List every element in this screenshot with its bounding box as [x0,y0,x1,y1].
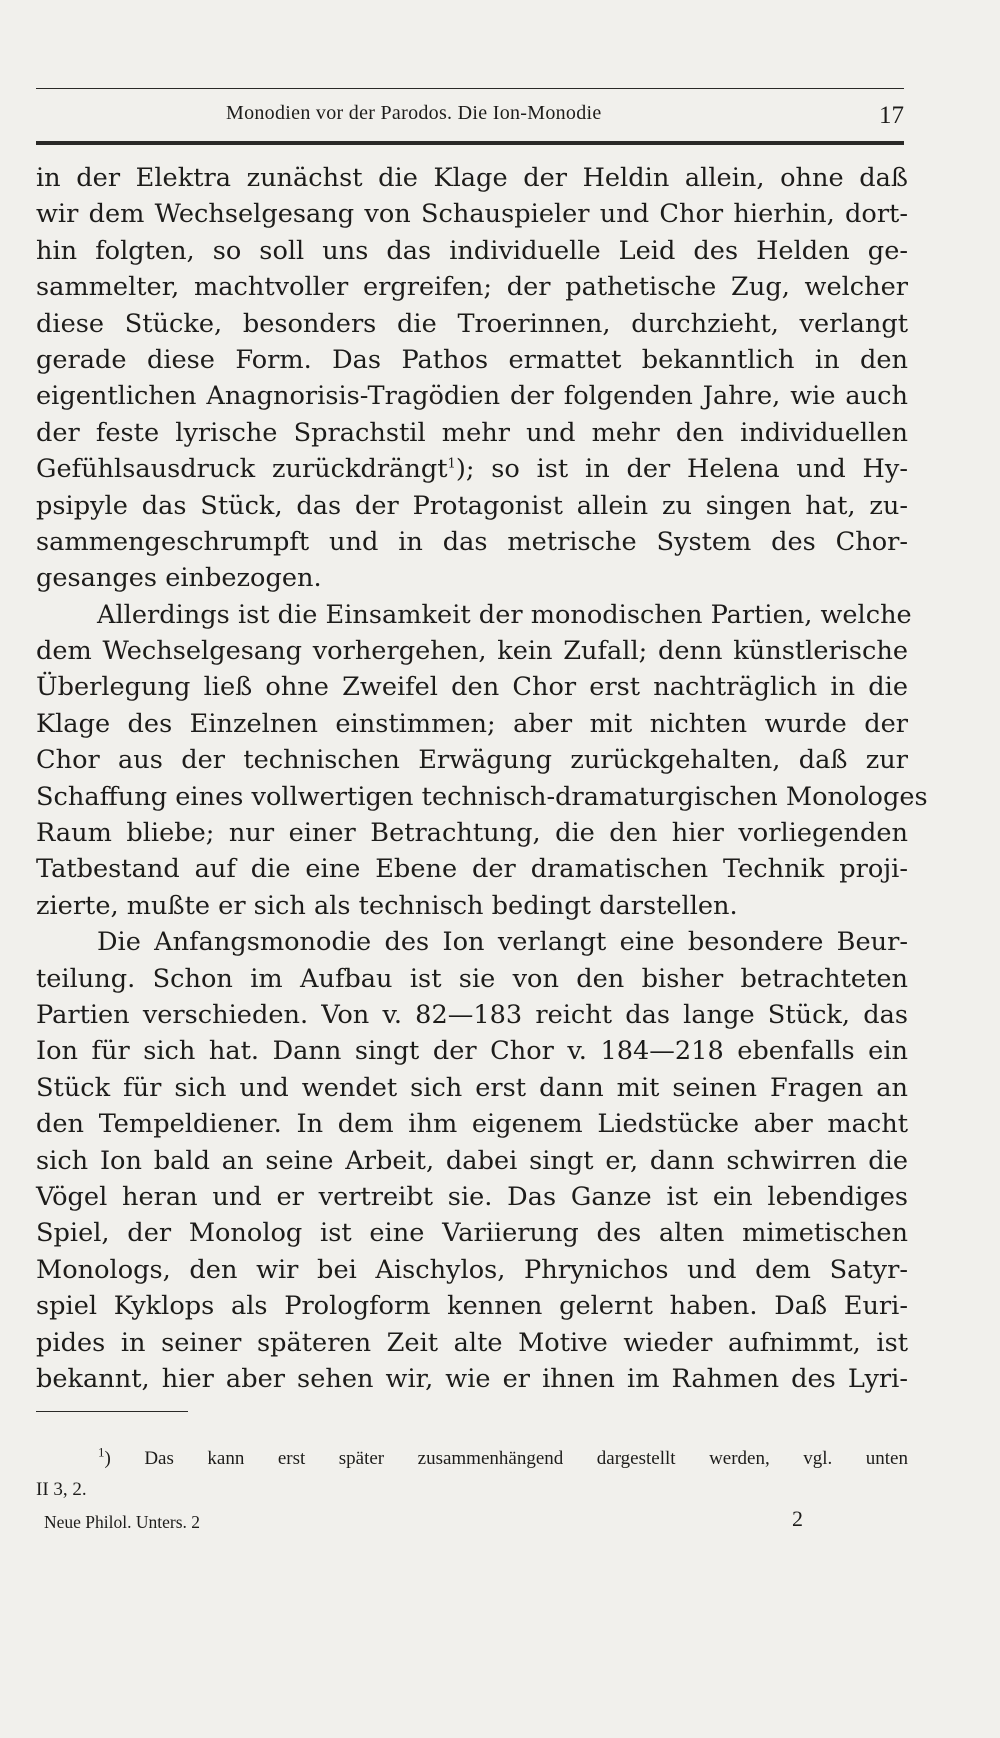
text-line: dem Wechselgesang vorhergehen, kein Zufall; denn künstlerische [36,636,908,667]
text-line: gesanges einbezogen. [36,563,322,594]
text-line: zierte, mußte er sich als technisch bedingt darstellen. [36,890,738,921]
running-head-title: Monodien vor der Parodos. Die Ion-Monodie [226,102,602,124]
text-line: sammengeschrumpft und in das metrische System des Chor- [36,526,908,557]
footnote-line: II 3, 2. [36,1479,87,1500]
text-line: der feste lyrische Sprachstil mehr und mehr den individuellen [36,417,908,448]
footnote [36,1443,908,1505]
text-line: eigentlichen Anagnorisis-Tragödien der folgenden Jahre, wie auch [36,381,908,412]
header-rule-bottom [36,141,904,145]
text-line: Spiel, der Monolog ist eine Variierung des alten mimetischen [36,1218,908,1249]
text-line: pides in seiner späteren Zeit alte Motive wieder aufnimmt, ist [36,1327,908,1358]
text-line: Monologs, den wir bei Aischylos, Phrynichos und dem Satyr- [36,1254,908,1285]
text-line: psipyle das Stück, das der Protagonist allein zu singen hat, zu- [36,490,908,521]
text-line: den Tempeldiener. In dem ihm eigenem Liedstücke aber macht [36,1109,908,1140]
footnote-line [36,1443,908,1474]
text-line: spiel Kyklops als Prologform kennen gelernt haben. Daß Euri- [36,1291,908,1322]
text-line: hin folgten, so soll uns das individuelle Leid des Helden ge- [36,235,908,266]
text-fragment: Gefühlsausdruck zurückdrängt [36,454,448,485]
footnote-text: ) Das kann erst später zusammenhängend dargestellt werden, vgl. unten [104,1448,908,1469]
text-line: diese Stücke, besonders die Troerinnen, durchzieht, verlangt [36,308,908,339]
text-line: in der Elektra zunächst die Klage der Heldin allein, ohne daß [36,163,908,193]
text-line: gerade diese Form. Das Pathos ermattet bekanntlich in den [36,344,908,375]
page-number: 17 [879,102,904,129]
text-line: Schaffung eines vollwertigen technisch-dramaturgischen Monologes [36,781,928,812]
text-line: Ion für sich hat. Dann singt der Chor v. 184—218 ebenfalls ein [36,1036,908,1067]
text-line: teilung. Schon im Aufbau ist sie von den bisher betrachteten [36,963,908,994]
text-line: Klage des Einzelnen einstimmen; aber mit nichten wurde der [36,708,908,739]
body-text [36,160,928,1397]
text-line: Die Anfangsmonodie des Ion verlangt eine besondere Beur- [97,927,908,958]
header-rule-top [36,88,904,89]
text-line: Tatbestand auf die eine Ebene der dramatischen Technik proji- [36,854,908,885]
text-line-with-footnote [36,451,908,487]
text-line: Überlegung ließ ohne Zweifel den Chor erst nachträglich in die [36,672,908,703]
text-line: sammelter, machtvoller ergreifen; der pathetische Zug, welcher [36,272,908,303]
text-line: bekannt, hier aber sehen wir, wie er ihnen im Rahmen des Lyri- [36,1363,908,1394]
text-fragment: ); so ist in der Helena und Hy- [455,454,908,485]
text-line: wir dem Wechselgesang von Schauspieler und Chor hierhin, dort- [36,199,908,230]
running-head [36,100,904,134]
text-line: Stück für sich und wendet sich erst dann mit seinen Fragen an [36,1072,908,1103]
text-line: Allerdings ist die Einsamkeit der monodischen Partien, welche [97,599,912,630]
signature-label: Neue Philol. Unters. 2 [44,1512,201,1532]
footnote-marker: 1 [98,1444,105,1460]
text-line: Partien verschieden. Von v. 82—183 reicht das lange Stück, das [36,999,908,1030]
text-line: Chor aus der technischen Erwägung zurückgehalten, daß zur [36,745,908,776]
text-line: sich Ion bald an seine Arbeit, dabei singt er, dann schwirren die [36,1145,908,1176]
footnote-separator [36,1411,188,1412]
footnote-reference: 1 [447,456,456,472]
text-line: Vögel heran und er vertreibt sie. Das Ganze ist ein lebendiges [36,1181,908,1212]
text-line: Raum bliebe; nur einer Betrachtung, die den hier vorliegenden [36,818,908,849]
signature-number: 2 [792,1506,803,1531]
